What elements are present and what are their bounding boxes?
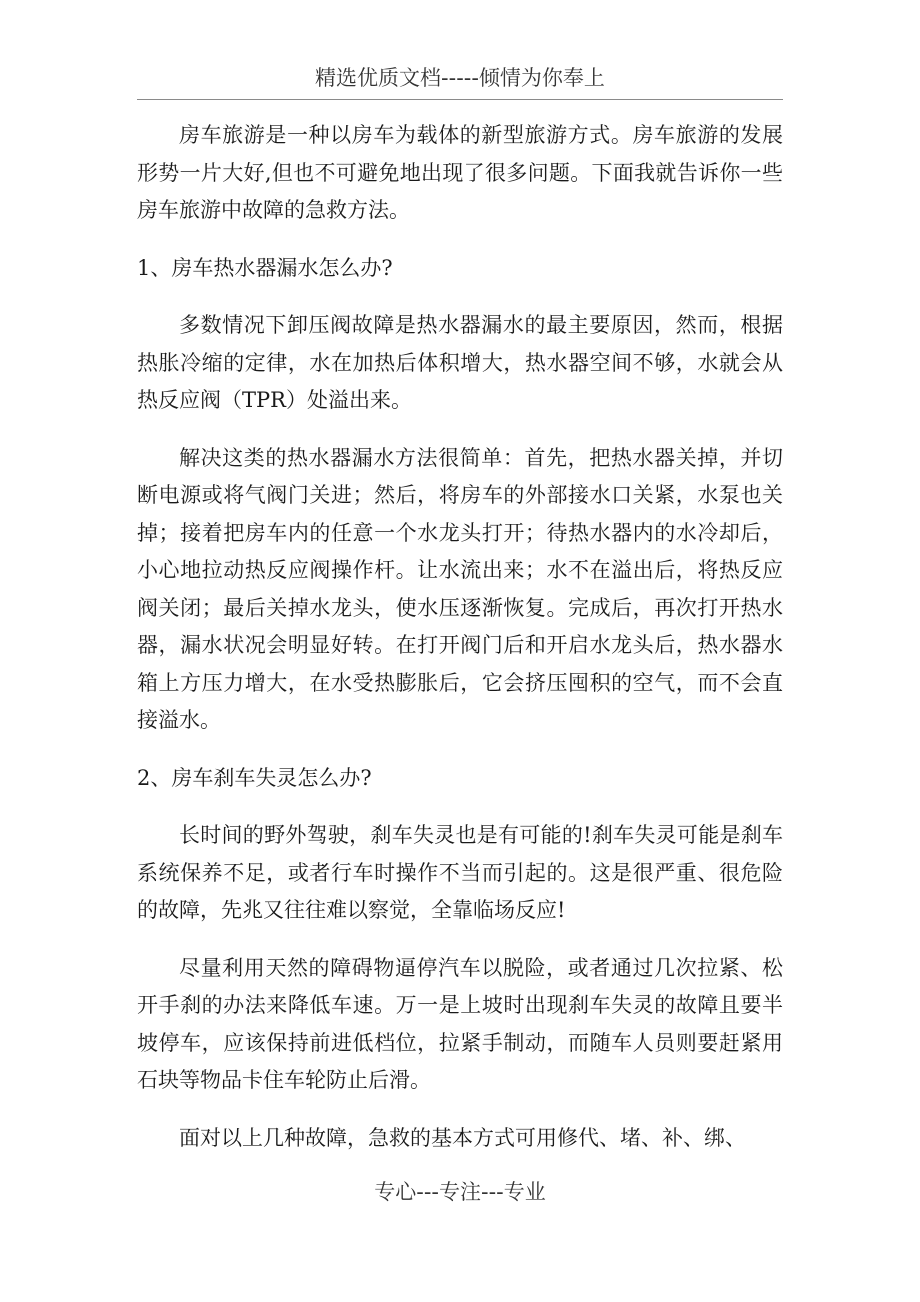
paragraph-emergency-methods: 面对以上几种故障，急救的基本方式可用修代、堵、补、绑、 [179, 1125, 746, 1150]
paragraph-brake-solution: 尽量利用天然的障碍物逼停汽车以脱险，或者通过几次拉紧、松开手刹的办法来降低车速。万一是上坡时出现刹车失灵的故障且要半坡停车，应该保持前进低档位，拉紧手制动，而随车人员则要赶紧用石块等物品卡住车轮防止后滑。 [137, 955, 783, 1092]
document-body [137, 117, 783, 1177]
paragraph-leak-solution: 解决这类的热水器漏水方法很简单：首先，把热水器关掉，并切断电源或将气阀门关进；然后，将房车的外部接水口关紧，水泵也关掉；接着把房车内的任意一个水龙头打开；待热水器内的水冷却后，小心地拉动热反应阀操作杆。让水流出来；水不在溢出后，将热反应阀关闭；最后关掉水龙头，使水压逐渐恢复。完成后，再次打开热水器，漏水状况会明显好转。在打开阀门后和开启水龙头后，热水器水箱上方压力增大，在水受热膨胀后，它会挤压囤积的空气，而不会直接溢水。 [137, 445, 783, 732]
header-divider [137, 99, 783, 100]
section-heading-brake-failure: 2、房车刹车失灵怎么办? [137, 765, 372, 790]
paragraph-brake-cause: 长时间的野外驾驶，刹车失灵也是有可能的!刹车失灵可能是刹车系统保养不足，或者行车时操作不当而引起的。这是很严重、很危险的故障，先兆又往往难以察觉，全靠临场反应! [137, 823, 783, 922]
section-heading-water-heater: 1、房车热水器漏水怎么办? [137, 255, 393, 280]
paragraph-intro: 房车旅游是一种以房车为载体的新型旅游方式。房车旅游的发展形势一片大好,但也不可避免地出现了很多问题。下面我就告诉你一些房车旅游中故障的急救方法。 [137, 123, 783, 222]
page-footer: 专心---专注---专业 [374, 1180, 546, 1204]
paragraph-leak-cause: 多数情况下卸压阀故障是热水器漏水的最主要原因，然而，根据热胀冷缩的定律，水在加热后体积增大，热水器空间不够，水就会从热反应阀（TPR）处溢出来。 [137, 313, 783, 412]
page-header: 精选优质文档-----倾情为你奉上 [315, 66, 605, 90]
